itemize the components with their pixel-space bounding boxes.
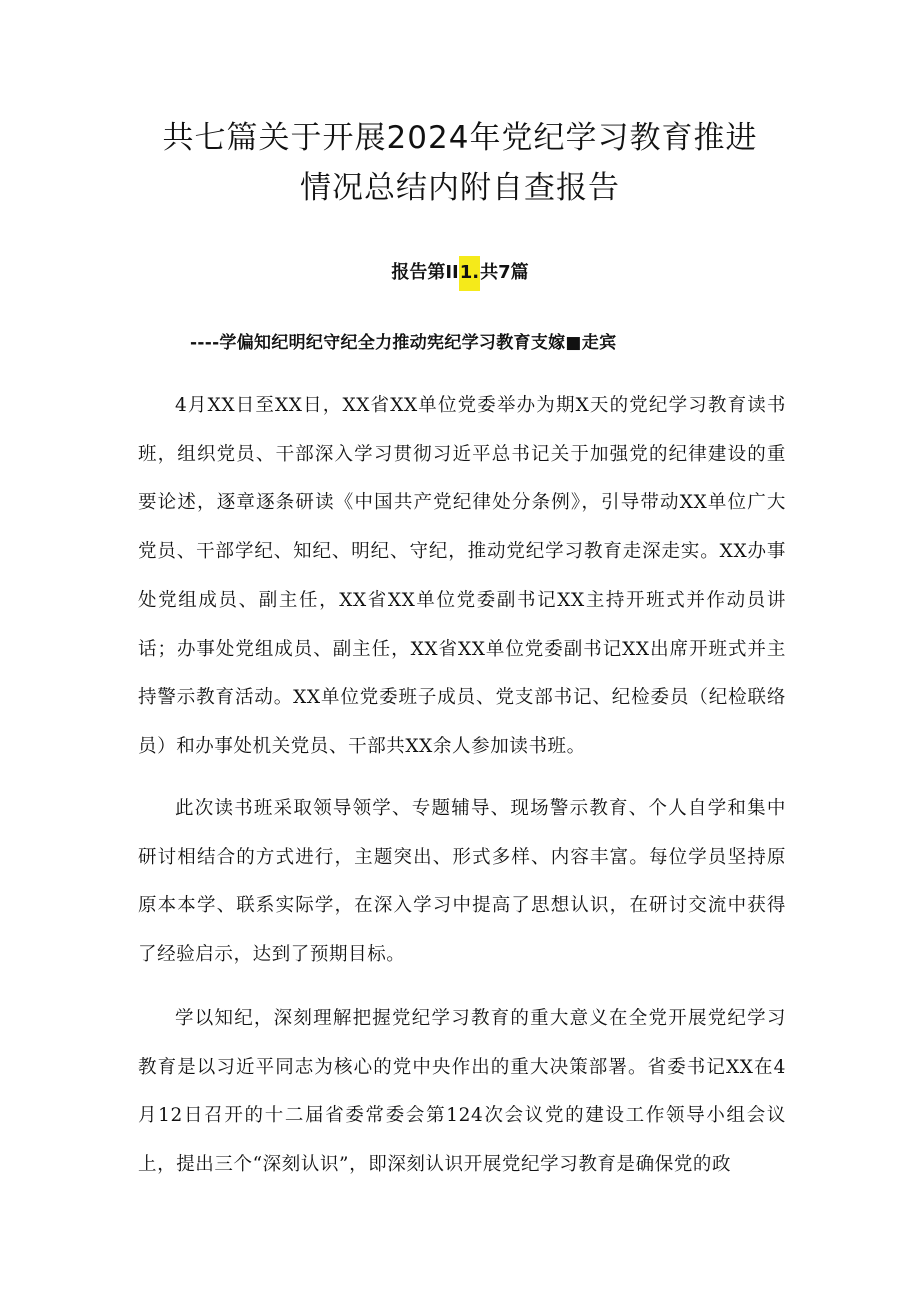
subheading-suffix: 共7篇: [480, 262, 529, 283]
document-title-line-2: 情况总结内附自查报告: [300, 170, 620, 206]
report-subheading: [100, 258, 820, 284]
document-title-line-1: 共七篇关于开展2024年党纪学习教育推进: [162, 120, 758, 156]
subheading-highlight: 1.: [459, 256, 480, 291]
body-paragraph: 此次读书班采取领导领学、专题辅导、现场警示教育、个人自学和集中研讨相结合的方式进行，主题突出、形式多样、内容丰富。每位学员坚持原原本本学、联系实际学，在深入学习中提高了思想认识，在研讨交流中获得了经验启示，达到了预期目标。: [138, 798, 786, 966]
lead-line: ----学偏知纪明纪守纪全力推动宪纪学习教育支嫁■走宾: [190, 333, 617, 353]
body-paragraph: 4月XX日至XX日，XX省XX单位党委举办为期X天的党纪学习教育读书班，组织党员、干部深入学习贯彻习近平总书记关于加强党的纪律建设的重要论述，逐章逐条研读《中国共产党纪律处分条例》，引导带动XX单位广大党员、干部学纪、知纪、明纪、守纪，推动党纪学习教育走深走实。XX办事处党组成员、副主任，XX省XX单位党委副书记XX主持开班式并作动员讲话；办事处党组成员、副主任，XX省XX单位党委副书记XX出席开班式并主持警示教育活动。XX单位党委班子成员、党支部书记、纪检委员（纪检联络员）和办事处机关党员、干部共XX余人参加读书班。: [138, 395, 786, 757]
body-paragraph: 学以知纪，深刻理解把握党纪学习教育的重大意义在全党开展党纪学习教育是以习近平同志为核心的党中央作出的重大决策部署。省委书记XX在4月12日召开的十二届省委常委会第124次会议党的建设工作领导小组会议上，提出三个“深刻认识”，即深刻认识开展党纪学习教育是确保党的政: [138, 1008, 786, 1176]
subheading-prefix: 报告第II: [391, 262, 459, 283]
